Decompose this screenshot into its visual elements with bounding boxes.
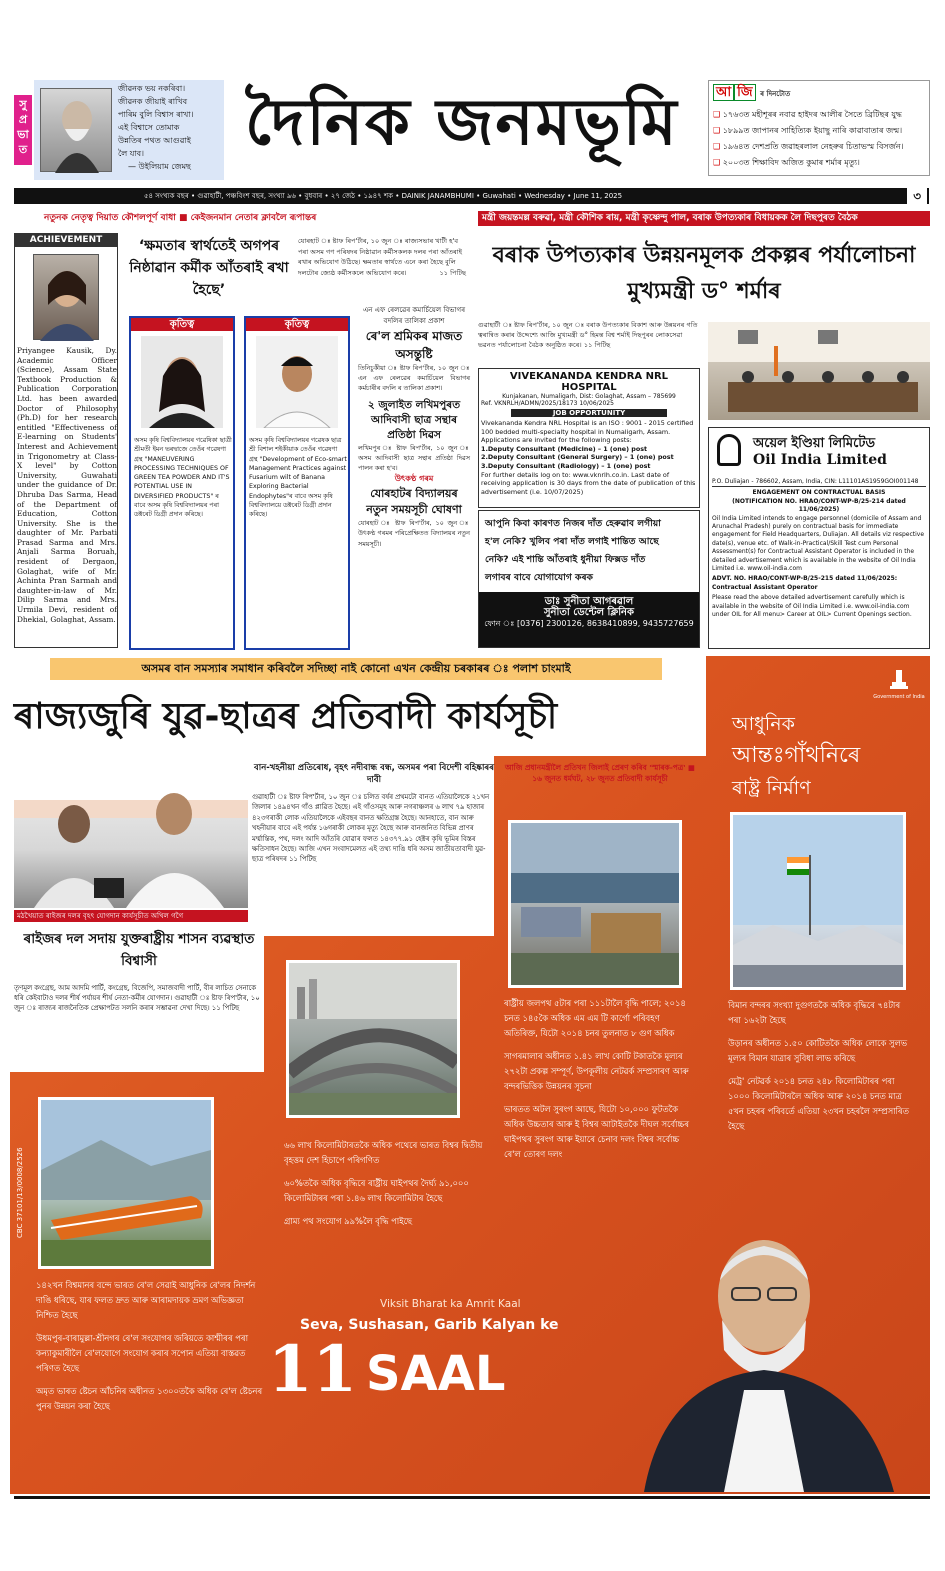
article-rail-body: তিনিচুকীয়া ঃ ষ্টাফ ৰিপ'ৰ্টাৰ, ১০ জুন ঃ এন এফ ৰেলৱেৰ কমাৰ্চিয়েল বিভাগৰ কৰ্মচাৰীৰ বদলি ৰ তালিকা প্ৰকাশ। [358,364,470,393]
rail-facts: ১৪২খন বিশ্বমানৰ বন্দে ভাৰত ৰে'ল সেৱাই আধুনিক ৰে'লৰ নিদৰ্শন দাঙি ধৰিছে, যাৰ ফলত দ্ৰুত আৰু আৰামদায়ক ভ্ৰমণ অভিজ্ঞতা নিশ্চিত হৈছে উধমপুৰ-বাৰামুল্লা-শ্ৰীনগৰ ৰে'ল সংযোগৰ জৰিয়তে কাশ্মীৰৰ পৰা কন্যাকুমাৰীলৈ ৰে'লযোগে সংযোগ কৰাৰ সপোন এতিয়া বাস্তৱত পৰিণত হৈছে অমৃত ভাৰত ষ্টেচন আঁচনিৰ অধীনত ১৩০০তকৈ অধিক ৰে'ল ষ্টেচনৰ পুনৰ উন্নয়ন কৰা হৈছে [36,1280,263,1411]
vande-bharat-train-photo [38,1097,214,1269]
article-kamata-body: যোৰহাট ঃ ষ্টাফ ৰিপ'ৰ্টাৰ, ১০ জুন ঃ ৰাজ্যসভাৰ খাটী হ'ব পৰা অসম গণ পৰিষদৰ নিষ্ঠাৱান কৰ্মীসকলক দলৰ পৰা আঁতৰাই ৰখাৰ অভিযোগ উঠিছে। ক্ষমতাৰ স্বাৰ্থতে এনে কৰা হৈছে বুলি দলটোৰ জ্যেষ্ঠ কৰ্মীসকলে অভিযোগ কৰে। ১১ পিটিছ [298,237,466,277]
saal-word: SAAL [366,1346,506,1402]
achievement-photo [33,254,99,340]
dateline-bar [14,188,929,204]
highway-photo [286,960,460,1118]
meeting-photo [708,322,930,420]
oil-india-logo-icon [717,434,741,466]
today-heading: আ জি ৰ দিনটোত [713,83,790,104]
today-list [713,107,927,171]
flood-subhead[interactable]: বান-খহনীয়া প্ৰতিৰোধ, বৃহৎ নদীবান্ধ বন্ধ, অসমৰ পৰা বিদেশী বহিষ্কাৰৰ দাবী [254,763,494,785]
protest-red-subhead: আজি প্ৰধানমন্ত্ৰীলৈ প্ৰতিখন জিলাই প্ৰেৰণ কৰিব 'স্মাৰক-পত্ৰ' ■ ১৬ জুনত ধৰ্মঘট, ২৮ জুনত প্ৰতিবাদী কাৰ্যসূচী [504,763,696,783]
road-facts: ৬৬ লাখ কিলোমিটাৰতকৈ অধিক পথেৰে ভাৰত বিশ্বৰ দ্বিতীয় বৃহত্তম দেশ হিচাপে পৰিগণিত ৬০%তকৈ অধিক বৃদ্ধিৰে ৰাষ্ট্ৰীয় ঘাইপথৰ দৈৰ্ঘ্য ৯১,০০০ কিলোমিটাৰৰ পৰা ১.৪৬ লাখ কিলোমিটাৰ হৈছে গ্ৰাম্য পথ সংযোগ ৯৯%লৈ বৃদ্ধি পাইছে [284,1140,483,1226]
page-bottom-rule [14,1496,930,1499]
flood-article [252,762,496,865]
oil-india-ad[interactable] [708,427,930,649]
job-opportunity-label: JOB OPPORTUNITY [511,409,667,417]
kriti-text: অসম কৃষি বিশ্ববিদ্যালয়ৰ গৱেষক ছাত্ৰ শ্ৰী বিশাল শইকীয়াক তেওঁৰ গৱেষণা গ্ৰন্থ "Development of Eco-smart Management Practices against Fusarium wilt of Banana Exploring Bacterial Endophytes"ৰ বাবে অসম কৃষি বিশ্ববিদ্যালয়ে ডক্টৰেট ডিগ্ৰী প্ৰদান কৰিছে। [249,437,347,519]
ad-footer: For further details log on to: www.vknrlh.co.in. Last date of receiving application is 30 days from the date of publication of this advertisement (i.e. 10/07/2025) [481,470,696,496]
kriti-box-1 [129,316,235,650]
ad-address: Kunjakanan, Numaligarh, Dist: Golaghat, Assam – 785699 [502,393,676,400]
article-adivasi-body: লখিমপুৰ ঃ ষ্টাফ ৰিপ'ৰ্টাৰ, ১০ জুন ঃ অসম আদিবাসী ছাত্ৰ সন্থাৰ প্ৰতিষ্ঠা দিৱস পালন কৰা হ'ব। [358,443,470,473]
ad-body: Vivekananda Kendra NRL Hospital is an ISO : 9001 - 2015 certified 100 bedded multi-specialty hospital in Numaligarh, Assam. Applications are invited for the following posts: [481,419,694,445]
dental-clinic-ad[interactable] [478,510,700,648]
press-conference-photo [14,762,248,908]
headline-strip-left[interactable]: নতুনক নেতৃত্ব দিয়াত কৌশলপূৰ্ণ বাধা ■ কেইজনমান নেতাৰ ক্লাবলৈ ৰূপান্তৰ [44,213,317,223]
oil-title-english: Oil India Limited [753,452,887,468]
article-school-body: যোৰহাট ঃ ষ্টাফ ৰিপ'ৰ্টাৰ, ১০ জুন ঃ উৎকণ্ঠ গৰমৰ পৰিপ্ৰেক্ষিতত বিদ্যালয়ৰ নতুন সময়সূচী। [358,519,470,548]
flood-strip-headline[interactable]: অসমৰ বান সমস্যাৰ সমাধান কৰিবলৈ সদিচ্ছা নাই কোনো এখন কেন্দ্ৰীয় চৰকাৰৰ ঃ পলাশ চাংমাই [50,658,662,680]
headline-school[interactable]: যোৰহাটৰ বিদ্যালয়ৰ নতুন সময়সূচী ঘোষণা [366,487,462,517]
william-james-portrait [40,88,112,172]
oil-ad-body: P.O. Duliajan - 786602, Assam, India, CIN: L11101AS1959GOI001148 ENGAGEMENT ON CONTRACTUAL BASIS (NOTIFICATION NO. HRAO/CONT-WP-B/25-214 dated 11/06/2025) Oil India Limited intends to engage personnel (domicile of Assam and Arunachal Pradesh) purely on contractual basis for immediate engagement for Field Headquarters, Duliajan. All details viz respective date(s), venue etc. of Walk-in-Practical/Skill Test cum Personal Assessment(s) for Contractual Assistant Operator is included in the detailed advertisement which is available in the website of Oil India Limited i.e. www.oil-india.com ADVT. NO. HRAO/CONT-WP-B/25-215 dated 11/06/2025: Contractual Assistant Operator Please read the above detailed advertisement carefully which is available in the website of Oil India Limited i.e. www.oil-india.com under OIL for All menu> Career at OIL> Current Openings section. [712,478,925,619]
headline-raijor[interactable]: ৰাইজৰ দল সদায় যুক্তৰাষ্ট্ৰীয় শাসন ব্যৱস্থাত বিশ্বাসী [23,931,255,969]
rail-subhead: এন এফ ৰেলৱেৰ কমাৰ্চিয়েল বিভাগৰ বদলিৰ তালিকা প্ৰকাশ [362,306,466,325]
seva-tagline: Seva, Sushasan, Garib Kalyan ke [300,1317,559,1333]
ad-title: VIVEKANANDA KENDRA NRL HOSPITAL [509,371,669,393]
rail-news-column [358,305,470,549]
today-in-history-box [708,80,930,176]
dental-contact: ডাঃ সুনীতা আগৰৱাল সুনীতা ডেন্টেল ক্লিনিক ফোন ঃ [0376] 2300126, 8638410899, 9435727659 [479,592,699,647]
suprabhat-label: সু প্ৰ ভা ত [14,95,32,165]
post-item: 2.Deputy Consultant (General Surgery) – 1 (one) post [481,453,674,462]
photo-caption: মঠখৈয়াত ৰাইজৰ দলৰ বৃহৎ যোগদান কাৰ্যসূচীত অখিল গগৈ [14,910,248,922]
article-raijor-body: তৃণমূল কংগ্ৰেছ, আম আদমি পাৰ্টি, কংগ্ৰেছ, বিজেপি, সমাজবাদী পাৰ্টি, বীৰ লাচিত সেনাকে ধৰি কেইবাটাও দলৰ শীৰ্ষ পৰ্যায়ৰ শীৰ্ষ নেতা-কৰ্মীৰ যোগদান। গুৱাহাটী ঃ ষ্টাফ ৰিপ'ৰ্টাৰ, ১০ জুন ঃ ৰাজ্যৰ ৰাজনৈতিক প্ৰেক্ষাপটত সলনি কৰাৰ সম্ভাৱনা দেখা দিছে। ১১ পিটিছ [14,984,260,1012]
kriti-photo-man [256,336,338,428]
flood-body: গুৱাহাটী ঃ ষ্টাফ ৰিপ'ৰ্টাৰ, ১০ জুন ঃ চলিত বৰ্ষৰ প্ৰথমটো বানত এতিয়ালৈকে ২১খন জিলাৰ ১৪৯৪খন গাঁও প্লাৱিত হৈছে। এই গাঁওসমূহ আৰু নগৰাঞ্চলৰ ৬ লাখ ৭৯ হাজাৰ ৪২৩গৰাকী লোক এতিয়ালৈকে এইবছৰ বানত ক্ষতিগ্ৰস্ত হৈছে। আনহাতে, বান আৰু খহনীয়াৰ বাবে এই পৰ্যন্ত ১৬গৰাকী লোকৰ মৃত্যু হৈছে আৰু বানজনিত বিভিন্ন প্ৰাণৰ মৰ্ম্মান্তিক, পথ, দলং আদি আঁতৰি যোৱাৰ ফলত ১৪৩৭৭.৯১ হেক্টৰ কৃষি ভূমিৰ বিস্তৰ ক্ষতিসাধন হৈছে। আজি এখন সংবাদমেলত এই তথ্য দাঙি ধৰি অসম জাতীয়তাবাদী যুৱ-ছাত্ৰ পৰিষদৰ ১১ পিটিছ [252,793,490,864]
port-facts: ৰাষ্ট্ৰীয় জলপথ ৫টাৰ পৰা ১১১টালৈ বৃদ্ধি পালে; ২০১৪ চনত ১৪৫কৈ অধিক এম এম টি কাৰ্গো পৰিবহণ অতিৰিক্ত, যিটো ২০১৪ চনৰ তুলনাত ৮ গুণ অধিক সাগৰমালাৰ অধীনত ১.৪১ লাখ কোটি টকাতকৈ মূল্যৰ ২৭২টা প্ৰকল্প সম্পূৰ্ণ, উপকূলীয় নেটৱৰ্ক সম্প্ৰসাৰণ আৰু বন্দৰভিত্তিক উন্নয়নৰ সূচনা ভাৰতত অটল সুৰংগ আছে, যিটো ১০,০০০ ফুটতকৈ অধিক উচ্চতাৰ আৰু ই বিশ্বৰ আটাইতকৈ দীঘল সৰ্বোচ্চৰ ঘাইপথৰ সুৰংগ আৰু ইয়াৰে চেনাব দলং বিশ্বৰ সৰ্বোচ্চ ৰে'ল তোৰণ দলং [504,998,689,1159]
achievement-header: ACHIEVEMENT [15,234,117,247]
newspaper-title[interactable]: দৈনিক জনমভূমি [245,85,679,160]
gov-ad-title: আধুনিক আন্তঃগাঁথনিৰে ৰাষ্ট্ৰ নিৰ্মাণ [732,713,861,799]
oil-title-assamese: অয়েল ইণ্ডিয়া লিমিটেড [753,436,876,451]
red-kicker: উৎকণ্ঠ গৰম [394,474,434,484]
cbc-code: CBC 37101/13/0008/2526 [16,1147,24,1238]
eleven-numeral: 11 [268,1332,358,1407]
kriti-photo-woman [141,336,223,428]
viksit-bharat-tagline: Viksit Bharat ka Amrit Kaal [380,1298,521,1310]
achievement-text: Priyangee Kausik, Dy. Academic Officer (Science), Assam State Textbook Production & Publication Corporation Ltd. has been awarded Doctor of Philosophy (Ph.D) for her research entitled "Effectiveness of E-learning on Students' Interest and Achievement in Trigonometry at Class-X level" by Cotton University, Guwahati under the guidance of Dr. Dhruba Das Sarma, Head of the Department of Education, Cotton University. She is the daughter of Mr. Parbati Prasad Sarma and Mrs. Anjali Sarma Boruah, resident of Dergaon, Golaghat, wife of Mr. Achinta Pran Sarmah and daughter-in-law of Mr. Dilip Sarma and Mrs. Urmila Devi, resident of Dhekial, Golaghat, Assam. [17,346,117,624]
vivekananda-hospital-ad[interactable] [478,368,700,508]
list-item: ❑ ১৯৬৪ত দেশপ্ৰতি জৱাহৰলাল নেহৰুৰ চিতাভস্ম বিসৰ্জন। [713,139,927,155]
dateline-text: ৫৪ সংখ্যক বছৰ • গুৱাহাটী, পঞ্চবিংশ বছৰ, সংখ্যা ৯৬ • বুধবাৰ • ২৭ জেঠ • ১৯৪৭ শক • DAINIK JANAMBHUMI • Guwahati • Wednesday • June 11, 2025 [144,192,623,200]
list-item: ❑ ১৭৬৩ত মহীশূৰৰ নবাৱ হাইদৰ আলীৰ সৈতে ব্ৰিটিছৰ যুদ্ধ [713,107,927,123]
airport-facts: বিমান বন্দৰৰ সংখ্যা দুগুণতকৈ অধিক বৃদ্ধিৰে ৭৪টাৰ পৰা ১৬২টা হৈছে উড়ানৰ অধীনত ১.৫০ কোটিতকৈ অধিক লোকে সুলভ মূল্যৰ বিমান যাত্ৰাৰ সুবিধা লাভ কৰিছে মেট্ৰ' নেটৱৰ্ক ২০১৪ চনত ২৪৮ কিলোমিটাৰৰ পৰা ১০০০ কিলোমিটাৰলৈ অধিক আৰু ২০১৪ চনত মাত্ৰ ৫খন চহৰৰ পৰিবৰ্তে এতিয়া ২৩খন চহৰলৈ সম্প্ৰসাৰিত হৈছে [728,1000,909,1131]
dental-ad-text: আপুনি কিবা কাৰণত নিজৰ দাঁত হেৰুৱাব লগীয়া হ'ল নেকি? খুলিব পৰা দাঁত লগাই শান্তিত আছে নেকি? এই শান্তি আঁতৰাই ধুনীয়া ফিক্সড দাঁত লগাবৰ বাবে যোগাযোগ কৰক [485,518,661,583]
headline-adivasi[interactable]: ২ জুলাইত লখিমপুৰত আদিবাসী ছাত্ৰ সন্থাৰ প্ৰতিষ্ঠা দিৱস [367,398,461,441]
headline-strip-right[interactable]: মন্ত্ৰী জয়ন্তমল্ল বৰুৱা, মন্ত্ৰী কৌশিক ৰায়, মন্ত্ৰী কৃষ্ণেন্দু পাল, বৰাক উপত্যকাৰ বিধায়কক লৈ দিছপুৰত বৈঠক [478,211,930,226]
ad-ref: Ref. VKNRLH/ADMN/2025/18173 10/06/2025 [481,400,614,407]
headline-rail[interactable]: ৰে'ল শ্ৰমিকৰ মাজত অসন্তুষ্টি [365,329,463,361]
list-item: ❑ ১৮৯৯ত জাপানৰ সাহিত্যিক ইয়াছু নাৰি কাৱাবাতাৰ জন্ম। [713,123,927,139]
port-photo [508,820,682,988]
article-barak-body: গুৱাহাটী ঃ ষ্টাফ ৰিপ'ৰ্টাৰ, ১০ জুন ঃ বৰাক উপত্যকাৰ বিকাশ আৰু উন্নয়নৰ গতি ত্বৰান্বিত কৰাৰ উদ্দেশ্যে আজি মুখ্যমন্ত্ৰী ড° হিমন্ত বিশ্ব শৰ্মাই দিছপুৰৰ লোকসেৱা ভৱনত পৰ্যালোচনা বৈঠক অনুষ্ঠিত কৰে। ১১ পিটিছ [478,321,698,349]
kriti-header: কৃতিত্ব [246,318,348,331]
headline-protest[interactable]: ৰাজ্যজুৰি যুৱ-ছাত্ৰৰ প্ৰতিবাদী কাৰ্যসূচী [14,696,558,737]
achievement-column [14,233,118,648]
post-item: 1.Deputy Consultant (Medicine) – 1 (one) post [481,444,648,453]
airport-photo [730,812,906,990]
national-emblem: Government of India [872,668,926,700]
prime-minister-portrait [604,1210,916,1492]
kriti-box-2 [244,316,350,650]
headline-barak[interactable]: বৰাক উপত্যকাৰ উন্নয়নমূলক প্ৰকল্পৰ পৰ্যালোচনা মুখ্যমন্ত্ৰী ড° শৰ্মাৰ [492,243,916,304]
post-item: 3.Deputy Consultant (Radiology) – 1 (one) post [481,461,651,470]
kriti-header: কৃতিত্ব [131,318,233,331]
list-item: ❑ ২০০৩ত শিক্ষাবিদ অজিত কুমাৰ শৰ্মাৰ মৃত্যু। [713,155,927,171]
page-number: ৩ [907,188,927,204]
quote-box [34,80,224,180]
quote-text: জীৱনক ভয় নকৰিবা। জীৱনক জীয়াই ৰাখিব পাৰিম বুলি বিশ্বাস ৰাখা। এই বিশ্বাসে তোমাক উন্নতিৰ পথত আগুৱাই লৈ যাব। — উইলিয়াম জেমছ [118,84,194,171]
ashoka-emblem-icon [888,668,910,692]
headline-kamata[interactable]: ‘ক্ষমতাৰ স্বাৰ্থতেই অগপৰ নিষ্ঠাৱান কৰ্মীক আঁতৰাই ৰখা হৈছে’ [129,238,289,298]
kriti-text: অসম কৃষি বিশ্ববিদ্যালয়ৰ গৱেষিকা ছাত্ৰী শ্ৰীমতী ইমন ভৰদ্বাজে তেওঁৰ গৱেষণা গ্ৰন্থ "MANEUVERING PROCESSING TECHNIQUES OF GREEN TEA POWDER AND IT'S POTENTIAL USE IN DIVERSIFIED PRODUCTS" ৰ বাবে অসম কৃষি বিশ্ববিদ্যালয়ৰ পৰা ডক্টৰেট ডিগ্ৰী প্ৰদান কৰিছে। [134,437,232,519]
